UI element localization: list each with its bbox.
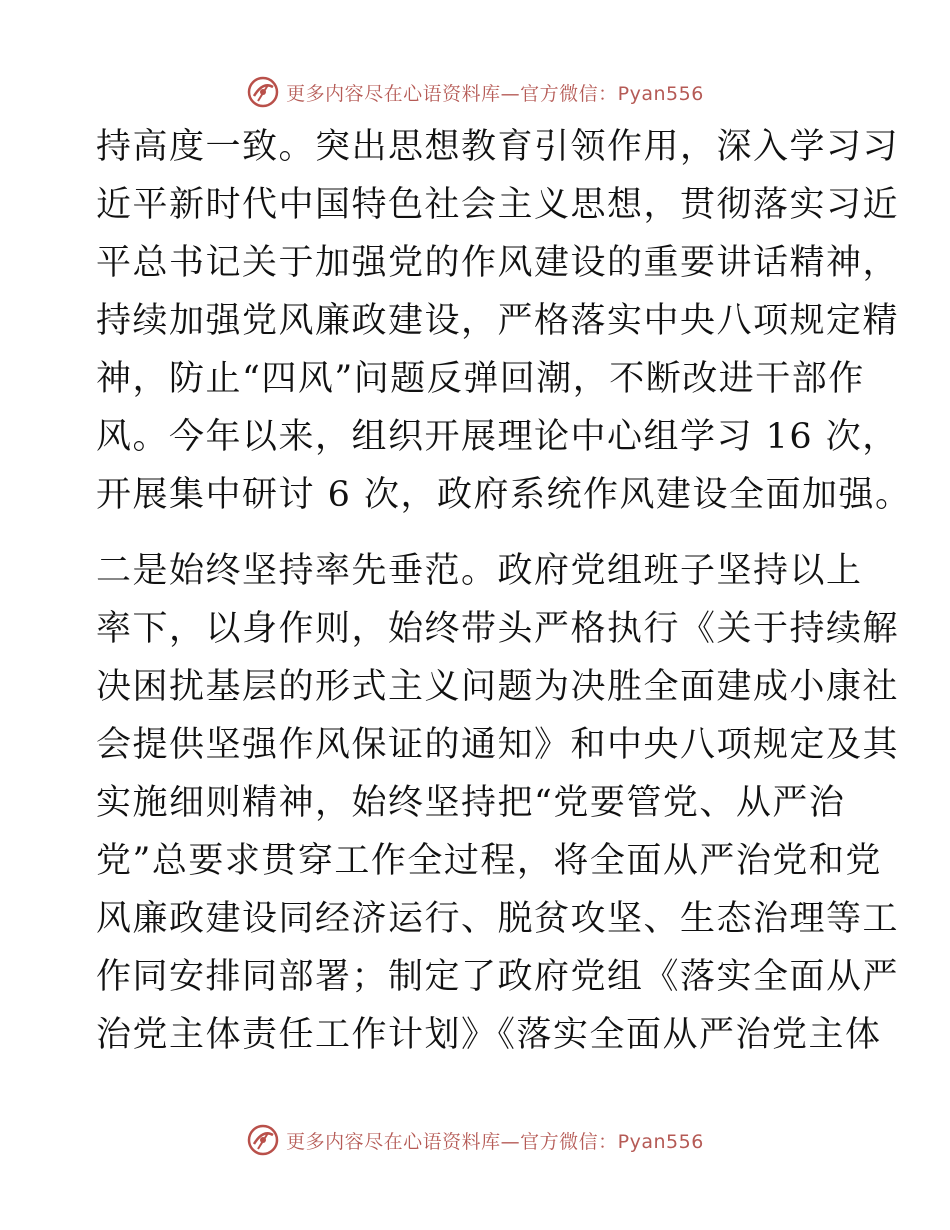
brand-logo-icon — [246, 1123, 280, 1157]
paragraph-1 — [96, 118, 912, 524]
text-line: 实施细则精神，始终坚持把“党要管党、从严治 — [96, 783, 846, 823]
header-watermark-text: 更多内容尽在心语资料库—官方微信：Pyan556 — [286, 82, 704, 105]
footer-watermark-banner — [0, 1120, 950, 1160]
text-line: 治党主体责任工作计划》《落实全面从严治党主体 — [96, 1015, 882, 1055]
text-line: 平总书记关于加强党的作风建设的重要讲话精神， — [96, 243, 900, 283]
text-line: 开展集中研讨 6 次，政府系统作风建设全面加强。 — [96, 475, 912, 515]
text-line: 党”总要求贯穿工作全过程，将全面从严治党和党 — [96, 841, 882, 881]
footer-watermark-text: 更多内容尽在心语资料库—官方微信：Pyan556 — [286, 1130, 704, 1153]
text-line: 持续加强党风廉政建设，严格落实中央八项规定精 — [96, 301, 900, 341]
text-line: 二是始终坚持率先垂范。政府党组班子坚持以上 — [96, 551, 863, 591]
header-watermark-banner — [0, 72, 950, 112]
text-line: 持高度一致。突出思想教育引领作用，深入学习习 — [96, 127, 900, 167]
text-line: 神，防止“四风”问题反弹回潮，不断改进干部作 — [96, 359, 865, 399]
paragraph-spacer — [96, 524, 856, 542]
document-body — [96, 118, 912, 1064]
paragraph-2 — [96, 542, 900, 1064]
text-line: 风廉政建设同经济运行、脱贫攻坚、生态治理等工 — [96, 899, 900, 939]
brand-logo-icon — [246, 75, 280, 109]
text-line: 近平新时代中国特色社会主义思想，贯彻落实习近 — [96, 185, 900, 225]
text-line: 率下，以身作则，始终带头严格执行《关于持续解 — [96, 609, 900, 649]
text-line: 风。今年以来，组织开展理论中心组学习 16 次， — [96, 417, 899, 457]
text-line: 作同安排同部署；制定了政府党组《落实全面从严 — [96, 957, 900, 997]
text-line: 会提供坚强作风保证的通知》和中央八项规定及其 — [96, 725, 900, 765]
text-line: 决困扰基层的形式主义问题为决胜全面建成小康社 — [96, 667, 900, 707]
